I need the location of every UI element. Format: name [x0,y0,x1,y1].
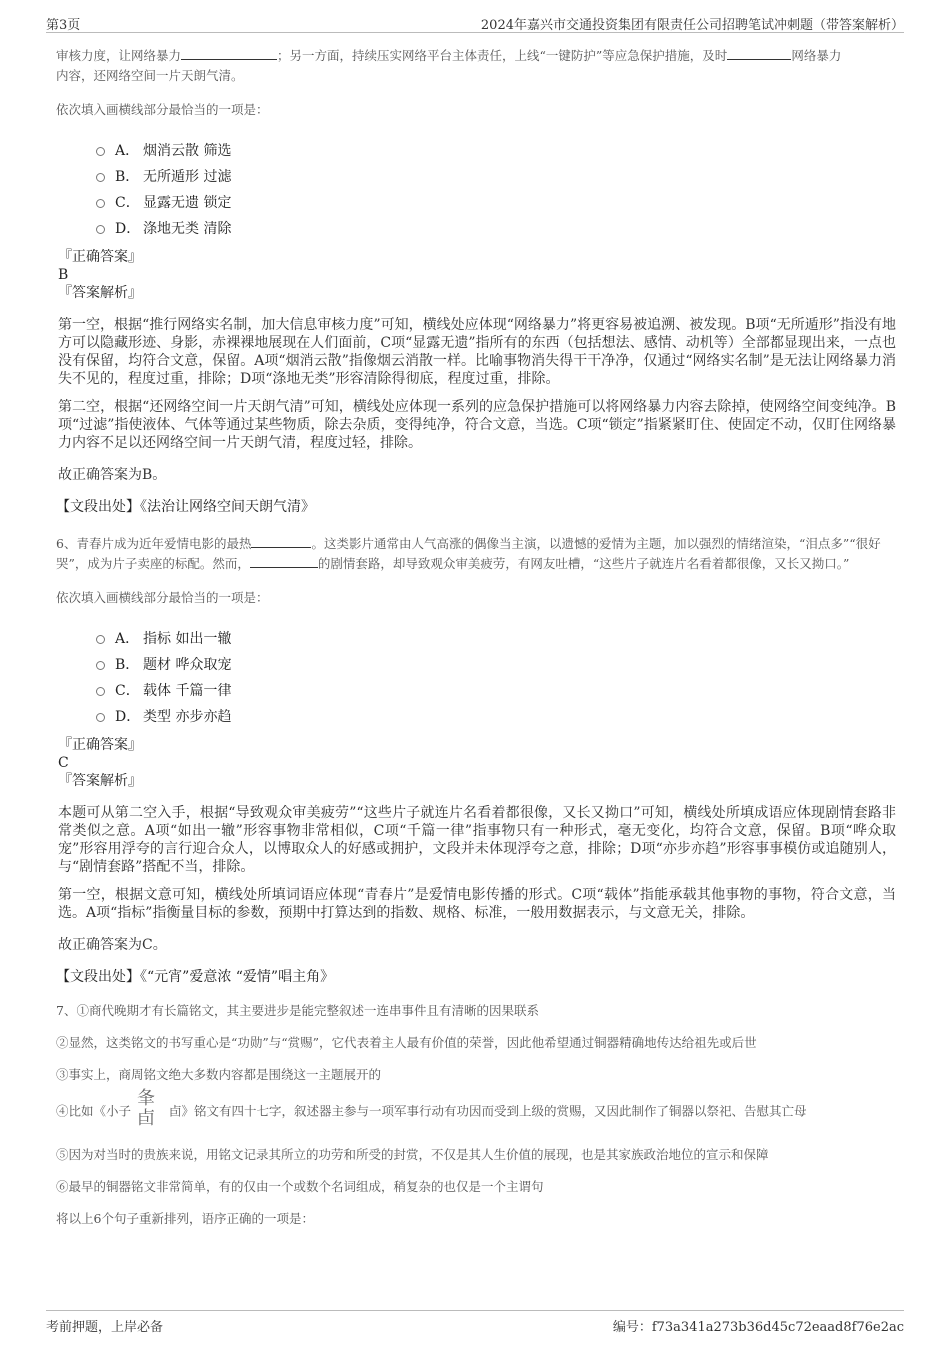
q6-option-c[interactable]: C． 载体 千篇一律 [96,678,896,704]
q6-blank-2 [250,555,318,568]
q7-sentence-1: 7、①商代晚期才有长篇铭文，其主要进步是能完整叙述一连串事件且有清晰的因果联系 [56,1003,539,1018]
q5-analysis-label: 『答案解析』 [58,285,142,301]
q6-stem: 6、青春片成为近年爱情电影的最热 。这类影片通常由人气高涨的偶像当主演，以遗憾的爱情为主题，加以强烈的情绪渲染，“泪点多”“很好哭”，成为片子卖座的标配。然而， 的剧情套路，却导致观众审美疲劳，有网友吐槽，“这些片子就连片名看着都很像，又长又拗口。” [56,536,881,571]
q5-stem-part-b: ；另一方面，持续压实网络平台主体责任，上线“一键防护”等应急保护措施，及时 [277,48,728,63]
q5-option-a[interactable]: A． 烟消云散 筛选 [96,138,896,164]
q6-analysis-1: 本题可从第二空入手，根据“导致观众审美疲劳”“这些片子就连片名看着都很像，又长又拗口”可知，横线处所填成语应体现剧情套路非常类似之意。A项“如出一辙”形容事物非常相似，C项“千篇一律”指事物只有一种形式，毫无变化，均符合文意，保留。B项“哗众取宠”形容用浮夸的言行迎合众人，以博取众人的好感或拥护，文段并未体现浮夸之意，排除；D项“亦步亦趋”形容事事模仿或追随别人，与“剧情套路”搭配不当，排除。 [58,805,896,875]
page-footer [46,1310,904,1337]
q7-sentence-4: ④比如《小子 夆 卣 卣》铭文有四十七字，叙述器主参与一项军事行动有功因而受到上级的赏赐，又因此制作了铜器以祭祀、告慰其亡母 [56,1092,896,1132]
q6-option-b[interactable]: B． 题材 哗众取宠 [96,652,896,678]
page-number: 第3页 [46,18,81,33]
q5-options [96,138,896,242]
main-content [56,46,896,1228]
radio-icon[interactable] [96,635,105,644]
q5-blank-1 [181,47,277,60]
radio-icon[interactable] [96,199,105,208]
radio-icon[interactable] [96,687,105,696]
q5-stem-part-d: 内容，还网络空间一片天朗气清。 [56,68,244,83]
q6-options [96,626,896,730]
q5-stem-part-a: 审核力度，让网络暴力 [56,48,182,63]
q6-conclusion: 故正确答案为C。 [58,937,167,953]
radio-icon[interactable] [96,661,105,670]
footer-slogan: 考前押题，上岸必备 [46,1320,164,1335]
q7-prompt: 将以上6个句子重新排列，语序正确的一项是： [56,1211,314,1226]
q5-option-b[interactable]: B． 无所遁形 过滤 [96,164,896,190]
page-header [46,8,904,33]
radio-icon[interactable] [96,225,105,234]
q7-block [56,1002,896,1228]
q5-answer-label: 『正确答案』 [58,249,142,265]
q5-source: 【文段出处】《法治让网络空间天朗气清》 [56,499,315,515]
q6-blank-1 [251,535,311,548]
q6-source: 【文段出处】《“元宵”爱意浓 “爱情”唱主角》 [56,969,335,985]
q6-answer: C [58,755,69,771]
q6-prompt: 依次填入画横线部分最恰当的一项是： [56,590,269,605]
q6-analysis-label: 『答案解析』 [58,773,142,789]
q6-analysis-2: 第一空，根据文意可知，横线处所填词语应体现“青春片”是爱情电影传播的形式。C项“载体”指能承载其他事物的事物，符合文意，当选。A项“指标”指衡量目标的参数，预期中打算达到的指数、规格、标准，一般用数据表示，与文意无关，排除。 [58,887,896,921]
q5-analysis-2: 第二空，根据“还网络空间一片天朗气清”可知，横线处应体现一系列的应急保护措施可以将网络暴力内容去除掉，使网络空间变纯净。B项“过滤”指使液体、气体等通过某些物质，除去杂质，变得纯净，符合文意，当选。C项“锁定”指紧紧盯住、使固定不动，仅盯住网络暴力内容不足以还网络空间一片天朗气清，程度过轻，排除。 [58,399,896,451]
footer-serial: 编号：f73a341a273b36d45c72eaad8f76e2ac [612,1320,904,1335]
q7-sentence-6: ⑥最早的铜器铭文非常简单，有的仅由一个或数个名词组成，稍复杂的也仅是一个主谓句 [56,1179,544,1194]
q5-option-d[interactable]: D． 涤地无类 清除 [96,216,896,242]
q5-answer: B [58,267,69,283]
q7-sentence-3: ③事实上，商周铭文绝大多数内容都是围绕这一主题展开的 [56,1067,382,1082]
q5-analysis-1: 第一空，根据“推行网络实名制，加大信息审核力度”可知，横线处应体现“网络暴力”将更容易被追溯、被发现。B项“无所遁形”指没有地方可以隐藏形迹、身影，赤裸裸地展现在人们面前，C项“显露无遗”指所有的东西（包括想法、感情、动机等）全部都显现出来，一点也没有保留，均符合文意，保留。A项“烟消云散”指像烟云消散一样。比喻事物消失得干干净净，仅通过“网络实名制”是无法让网络暴力消失不见的，程度过重，排除；D项“涤地无类”形容清除得彻底，程度过重，排除。 [58,317,896,387]
q5-conclusion: 故正确答案为B。 [58,467,167,483]
document-title: 2024年嘉兴市交通投资集团有限责任公司招聘笔试冲刺题（带答案解析） [480,18,904,33]
q5-stem [56,46,896,86]
q5-option-c[interactable]: C． 显露无遗 锁定 [96,190,896,216]
q7-sentence-2: ②显然，这类铭文的书写重心是“功勋”与“赏赐”，它代表着主人最有价值的荣誉，因此他希望通过铜器精确地传达给祖先或后世 [56,1035,757,1050]
ancient-character-glyph: 夆 卣 [137,1088,156,1129]
q5-blank-2 [727,47,791,60]
radio-icon[interactable] [96,147,105,156]
q5-prompt: 依次填入画横线部分最恰当的一项是： [56,102,269,117]
q5-stem-part-c: 网络暴力 [791,48,842,63]
radio-icon[interactable] [96,713,105,722]
q7-sentence-5: ⑤因为对当时的贵族来说，用铭文记录其所立的功劳和所受的封赏，不仅是其人生价值的展现，也是其家族政治地位的宣示和保障 [56,1147,769,1162]
q6-option-a[interactable]: A． 指标 如出一辙 [96,626,896,652]
radio-icon[interactable] [96,173,105,182]
q6-option-d[interactable]: D． 类型 亦步亦趋 [96,704,896,730]
q6-answer-label: 『正确答案』 [58,737,142,753]
